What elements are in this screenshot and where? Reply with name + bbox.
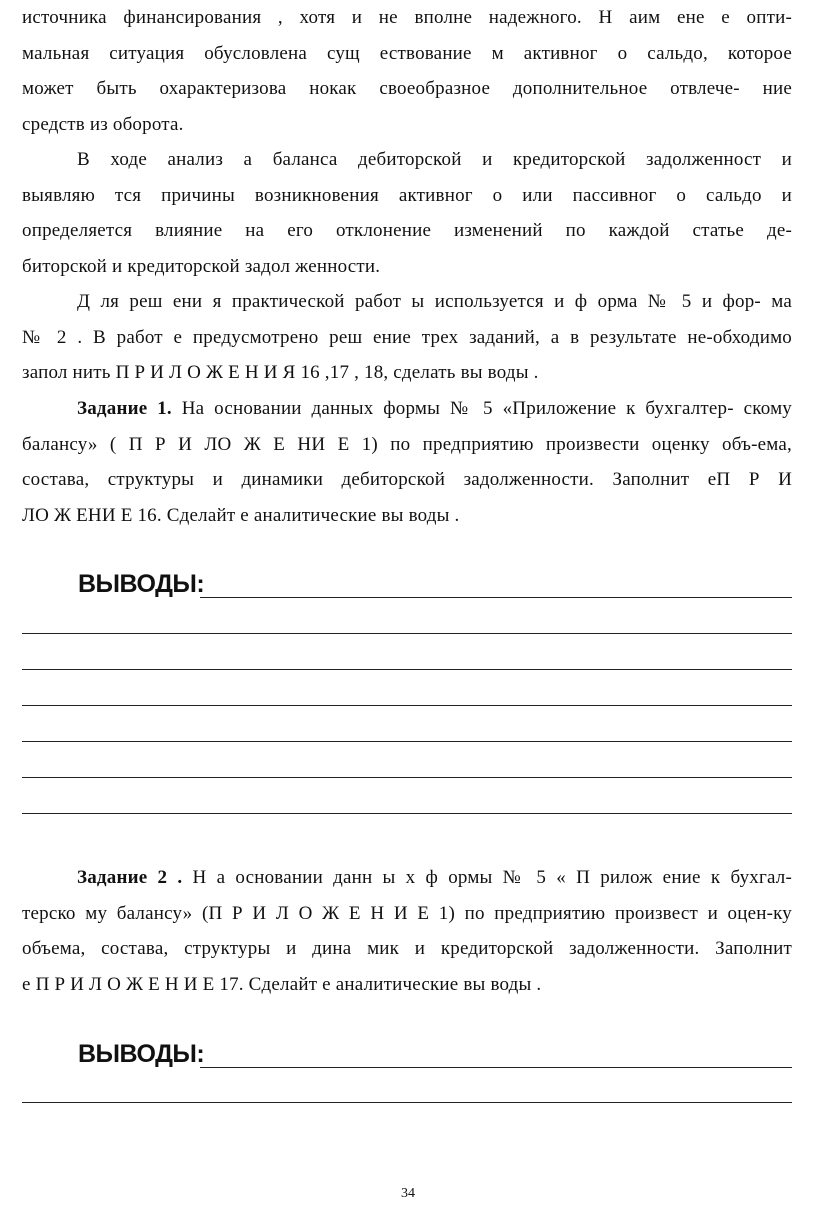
task-1-paragraph	[22, 391, 792, 533]
text-line: биторской и кредиторской задол женности.	[22, 255, 381, 277]
task-1-first-line	[22, 391, 792, 427]
task-1-conclusions-heading: ВЫВОДЫ:	[78, 570, 205, 598]
text-line: средств из оборота.	[22, 113, 184, 135]
text-line: ЛО Ж ЕНИ Е 16. Сделайт е аналитические вы воды .	[22, 504, 460, 526]
intro-paragraph-3	[22, 284, 792, 391]
answer-line	[22, 633, 792, 634]
task-1-label: Задание 1.	[77, 398, 172, 419]
answer-line	[22, 777, 792, 778]
answer-line	[22, 669, 792, 670]
answer-line	[22, 705, 792, 706]
text-line: балансу» ( П Р И ЛО Ж Е НИ Е 1) по предприятию произвести оценку объ-ема,	[22, 433, 792, 455]
text-line: выявляю тся причины возникновения активног о или пассивног о сальдо и	[22, 184, 792, 206]
intro-paragraph-1	[22, 0, 792, 142]
task-2-paragraph	[22, 860, 792, 1002]
task-2-conclusions-underline	[200, 1067, 792, 1068]
task-1-conclusions-underline	[200, 597, 792, 598]
intro-paragraph-2	[22, 142, 792, 284]
answer-line	[22, 741, 792, 742]
text-line: е П Р И Л О Ж Е Н И Е 17. Сделайт е аналитические вы воды .	[22, 973, 542, 995]
text-line: мальная ситуация обусловлена сущ ествование м активног о сальдо, которое	[22, 42, 792, 64]
text-line: запол нить П Р И Л О Ж Е Н И Я 16 ,17 , 18, сделать вы воды .	[22, 362, 539, 383]
answer-line	[22, 1102, 792, 1103]
task-1-text: На основании данных формы № 5 «Приложение к бухгалтер- скому	[181, 398, 792, 419]
task-2-first-line	[22, 860, 792, 896]
text-line: определяется влияние на его отклонение изменений по каждой статье де-	[22, 220, 792, 241]
task-2-label: Задание 2 .	[77, 867, 183, 888]
task-2-conclusions-heading: ВЫВОДЫ:	[78, 1040, 205, 1068]
text-line: может быть охарактеризова нокак своеобразное дополнительное отвлече- ние	[22, 78, 792, 99]
page-number: 34	[401, 1186, 415, 1201]
text-line: источника финансирования , хотя и не вполне надежного. Н аим ене е опти-	[22, 7, 792, 28]
task-2-text: Н а основании данн ы х ф ормы № 5 « П рилож ение к бухгал-	[192, 867, 792, 888]
text-line: № 2 . В работ е предусмотрено реш ение трех заданий, а в результате не-обходимо	[22, 326, 792, 348]
text-line: В ходе анализ а баланса дебиторской и кредиторской задолженност и	[77, 149, 792, 170]
text-line: терско му балансу» (П Р И Л О Ж Е Н И Е 1) по предприятию произвест и оцен-ку	[22, 902, 792, 924]
text-line: Д ля реш ени я практической работ ы используется и ф орма № 5 и фор- ма	[77, 291, 792, 312]
text-line: состава, структуры и динамики дебиторской задолженности. Заполнит еП Р И	[22, 469, 792, 490]
text-line: объема, состава, структуры и дина мик и кредиторской задолженности. Заполнит	[22, 938, 792, 959]
answer-line	[22, 813, 792, 814]
